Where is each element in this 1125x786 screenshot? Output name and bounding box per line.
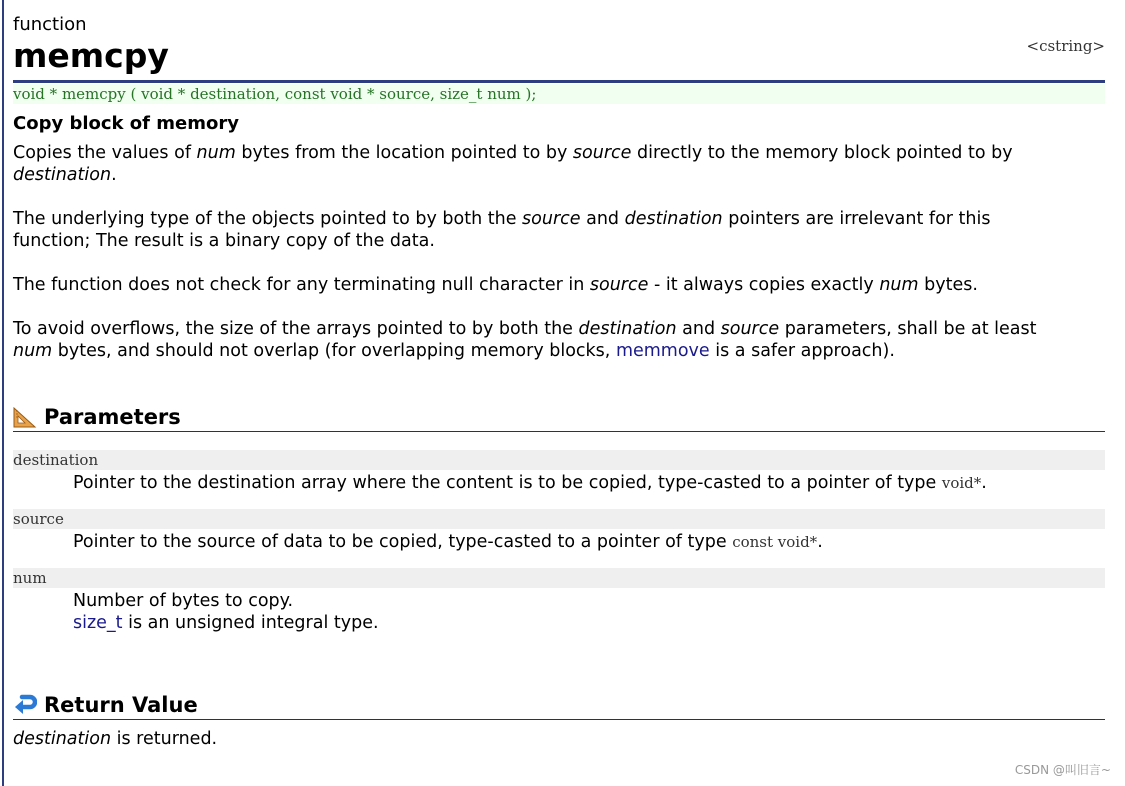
summary-heading: Copy block of memory: [13, 113, 239, 134]
description-paragraph-3: The function does not check for any terminating null character in source - it always copies exactly num bytes.: [13, 275, 978, 295]
page-title: memcpy: [13, 36, 169, 75]
param-name-num: num: [13, 568, 1105, 588]
return-value-text: destination is returned.: [13, 729, 218, 749]
watermark: CSDN @叫旧言~: [1014, 763, 1111, 777]
parameters-heading: Parameters: [44, 405, 181, 429]
param-name-destination: destination: [13, 450, 1105, 470]
description-paragraph-4: To avoid overflows, the size of the arrays pointed to by both the destination and source parameters, shall be at least num bytes, and should not overlap (for overlapping memory blocks, memmove is a safer approach).: [13, 319, 1037, 361]
param-name-source: source: [13, 509, 1105, 529]
return-arrow-icon: [13, 693, 37, 717]
memmove-link[interactable]: memmove: [615, 341, 710, 361]
function-prototype: void * memcpy ( void * destination, const void * source, size_t num );: [13, 84, 1105, 104]
description-paragraph-2: The underlying type of the objects pointed to by both the source and destination pointers are irrelevant for this function; The result is a binary copy of the data.: [13, 209, 991, 251]
param-desc-destination: Pointer to the destination array where the content is to be copied, type-casted to a pointer of type void*.: [73, 473, 987, 493]
entity-kind: function: [13, 14, 87, 35]
return-value-section-header: [13, 691, 1105, 720]
description-paragraph-1: Copies the values of num bytes from the location pointed to by source directly to the memory block pointed to by destination.: [13, 143, 1013, 185]
title-rule: [13, 80, 1105, 83]
size-t-link[interactable]: size_t: [73, 613, 123, 633]
set-square-ruler-icon: [13, 405, 37, 429]
param-desc-source: Pointer to the source of data to be copied, type-casted to a pointer of type const void*.: [73, 532, 823, 552]
parameters-section-header: [13, 403, 1105, 432]
return-value-heading: Return Value: [44, 693, 198, 717]
param-desc-num: Number of bytes to copy. size_t is an unsigned integral type.: [73, 591, 379, 633]
page-left-border: [2, 0, 4, 786]
header-name[interactable]: <cstring>: [1026, 37, 1105, 55]
